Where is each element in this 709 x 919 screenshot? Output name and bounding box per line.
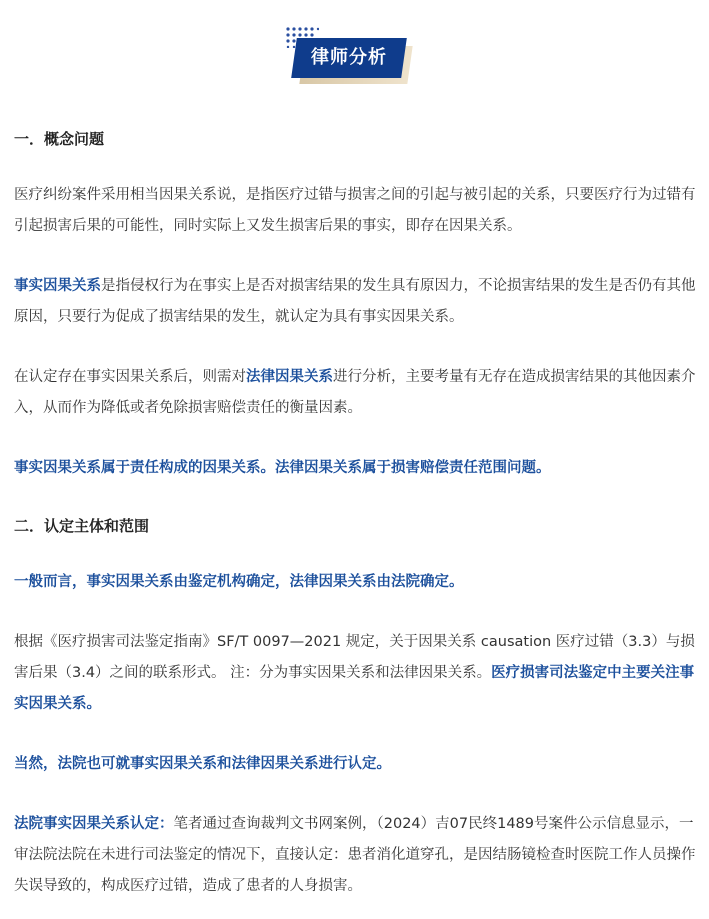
guideline-emphasis: 医疗损害司法鉴定中主要关注事实因果关系。 <box>14 665 695 712</box>
section-heading-concept: 一．概念问题 <box>14 130 105 148</box>
paragraph-text: 是指侵权行为在事实上是否对损害结果的发生具有原因力，不论损害结果的发生是否仍有其他原因，只要行为促成了损害结果的发生，就认定为具有事实因果关系。 <box>14 278 696 325</box>
paragraph-court-determination: 当然，法院也可就事实因果关系和法律因果关系进行认定。 <box>14 756 391 772</box>
paragraph-causation-theory: 医疗纠纷案件采用相当因果关系说，是指医疗过错与损害之间的引起与被引起的关系，只要医疗行为过错有引起损害后果的可能性，同时实际上又发生损害后果的事实，即存在因果关系。 <box>14 187 696 234</box>
paragraph-text: 笔者通过查询裁判文书网案例，（2024）吉07民终1489号案件公示信息显示，一审法院法院在未进行司法鉴定的情况下，直接认定：患者消化道穿孔，是因结肠镜检查时医院工作人员操作失误导致的，构成医疗过错，造成了患者的人身损害。 <box>14 816 696 894</box>
term-court-factual-causation: 法院事实因果关系认定： <box>14 816 174 832</box>
article-body <box>14 126 696 902</box>
paragraph-court-case <box>14 809 696 902</box>
paragraph-text: 进行分析，主要考量有无存在造成损害结果的其他因素介入，从而作为降低或者免除损害赔偿责任的衡量因素。 <box>14 369 696 416</box>
article-header <box>0 0 709 100</box>
paragraph-legal-causation <box>14 362 696 424</box>
paragraph-factual-causation <box>14 271 696 333</box>
term-legal-causation: 法律因果关系 <box>246 369 333 385</box>
paragraph-text: 根据《医疗损害司法鉴定指南》SF/T 0097—2021 规定，关于因果关系 causation 医疗过错（3.3）与损害后果（3.4）之间的联系形式。 注：分为事实因果关系和法律因果关系。 <box>14 634 695 681</box>
paragraph-guideline <box>14 627 696 720</box>
paragraph-text: 在认定存在事实因果关系后，则需对 <box>14 369 246 385</box>
page-title: 律师分析 <box>311 47 387 68</box>
term-factual-causation: 事实因果关系 <box>14 278 101 294</box>
paragraph-determining-body: 一般而言，事实因果关系由鉴定机构确定，法律因果关系由法院确定。 <box>14 574 464 590</box>
paragraph-causation-summary: 事实因果关系属于责任构成的因果关系。法律因果关系属于损害赔偿责任范围问题。 <box>14 460 551 476</box>
section-heading-subject-scope: 二．认定主体和范围 <box>14 517 150 535</box>
section-title-badge <box>294 38 412 86</box>
